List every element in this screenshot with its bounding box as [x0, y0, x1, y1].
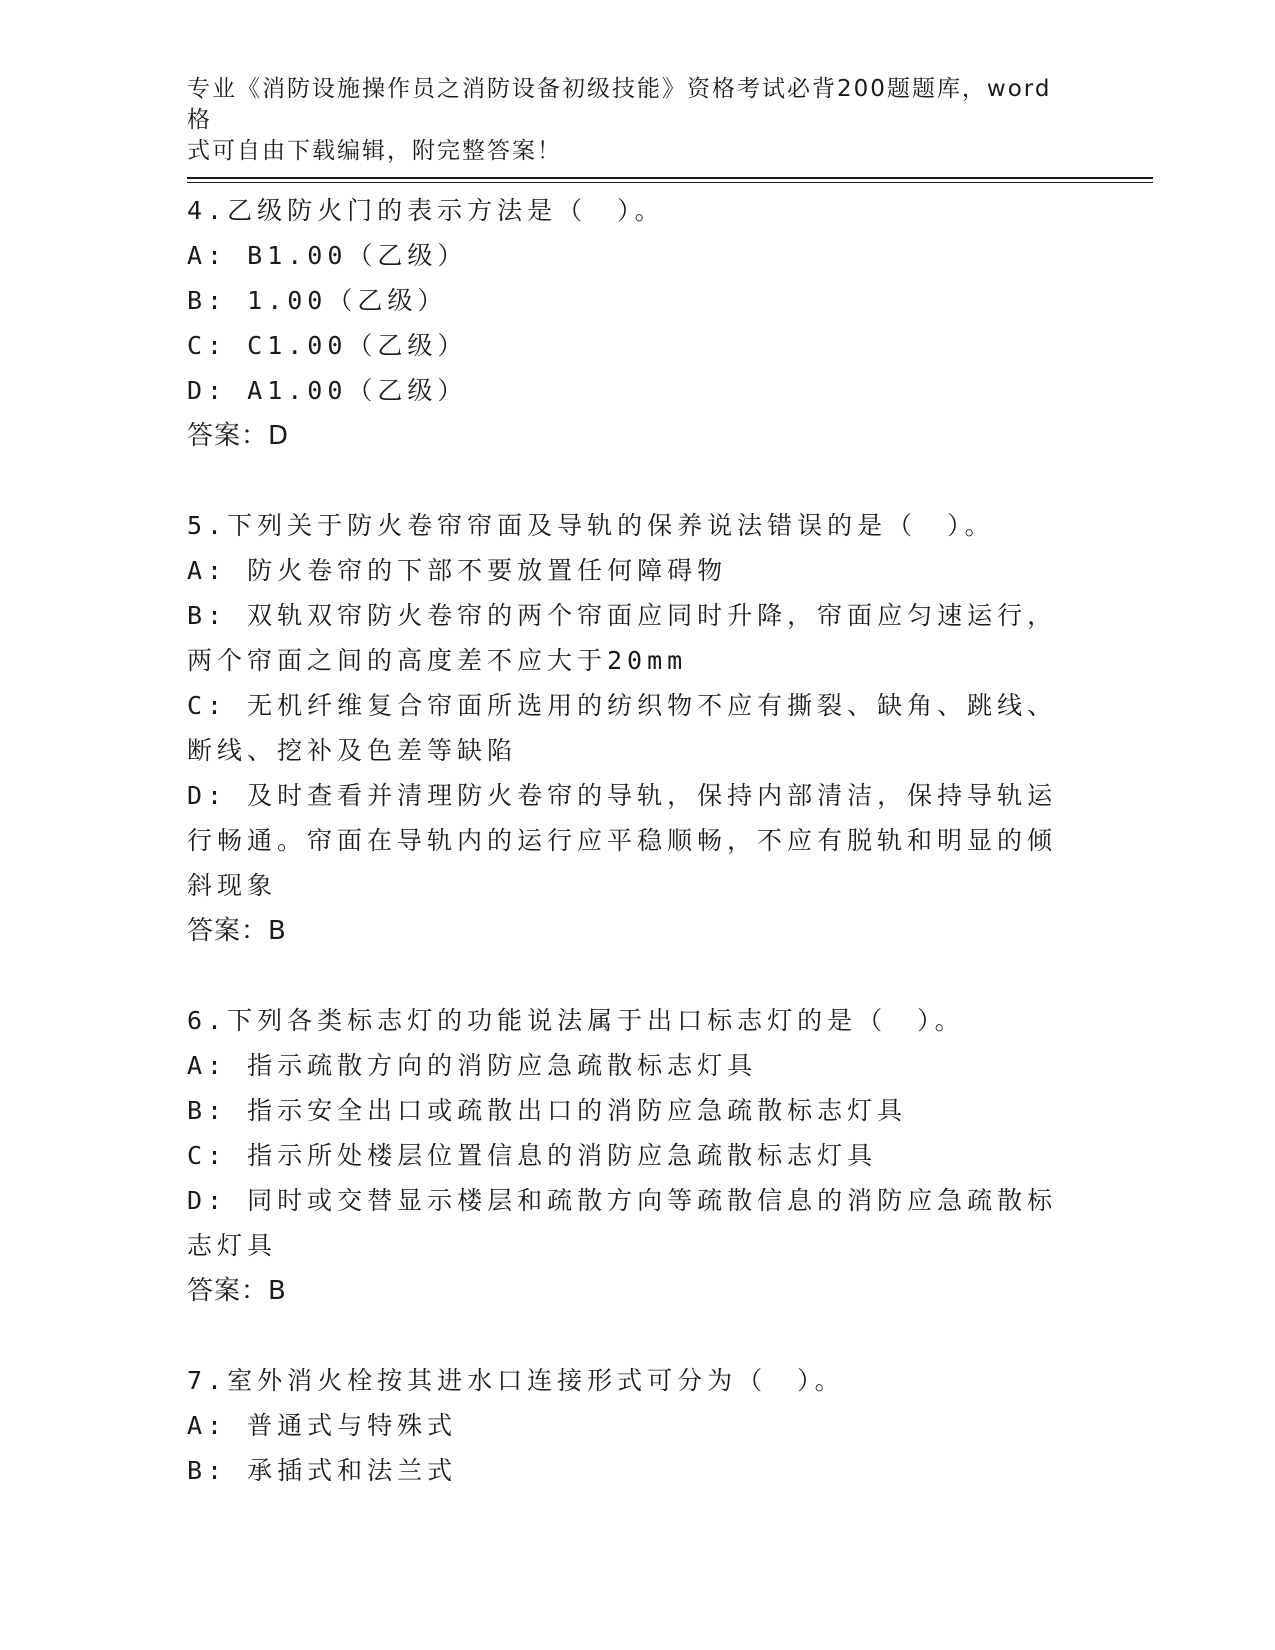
question-stem: 6.下列各类标志灯的功能说法属于出口标志灯的是（ ）。 [187, 1006, 965, 1035]
option-c: C: C1.00（乙级） [187, 331, 468, 360]
header-divider-thin [187, 182, 1153, 183]
option-d: D: 及时查看并清理防火卷帘的导轨，保持内部清洁，保持导轨运行畅通。帘面在导轨内的运行应平稳顺畅，不应有脱轨和明显的倾斜现象 [187, 781, 1058, 900]
question-stem: 7.室外消火栓按其进水口连接形式可分为（ ）。 [187, 1366, 845, 1395]
option-a: A: 防火卷帘的下部不要放置任何障碍物 [187, 556, 728, 585]
document-header [187, 74, 1067, 167]
option-d: D: A1.00（乙级） [187, 376, 468, 405]
question-5 [187, 503, 1072, 954]
header-line-1: 专业《消防设施操作员之消防设备初级技能》资格考试必背200题题库，word格 [187, 76, 1052, 133]
header-divider-thick [187, 177, 1153, 179]
option-d: D: 同时或交替显示楼层和疏散方向等疏散信息的消防应急疏散标志灯具 [187, 1186, 1058, 1260]
answer-label: 答案：D [187, 421, 290, 451]
question-6 [187, 998, 1072, 1314]
option-b: B: 双轨双帘防火卷帘的两个帘面应同时升降，帘面应匀速运行，两个帘面之间的高度差不应大于20mm [187, 601, 1058, 675]
option-a: A: B1.00（乙级） [187, 241, 468, 270]
question-list [187, 188, 1072, 1537]
question-stem: 4.乙级防火门的表示方法是（ ）。 [187, 196, 665, 225]
question-7 [187, 1358, 1072, 1493]
answer-label: 答案：B [187, 1276, 287, 1306]
answer-label: 答案：B [187, 916, 287, 946]
option-c: C: 无机纤维复合帘面所选用的纺织物不应有撕裂、缺角、跳线、断线、挖补及色差等缺陷 [187, 691, 1058, 765]
header-line-2: 式可自由下载编辑，附完整答案！ [187, 138, 562, 164]
option-a: A: 普通式与特殊式 [187, 1411, 458, 1440]
option-b: B: 指示安全出口或疏散出口的消防应急疏散标志灯具 [187, 1096, 908, 1125]
option-a: A: 指示疏散方向的消防应急疏散标志灯具 [187, 1051, 758, 1080]
option-c: C: 指示所处楼层位置信息的消防应急疏散标志灯具 [187, 1141, 878, 1170]
question-4 [187, 188, 1072, 459]
option-b: B: 承插式和法兰式 [187, 1456, 458, 1485]
question-stem: 5.下列关于防火卷帘帘面及导轨的保养说法错误的是（ ）。 [187, 511, 995, 540]
option-b: B: 1.00（乙级） [187, 286, 448, 315]
